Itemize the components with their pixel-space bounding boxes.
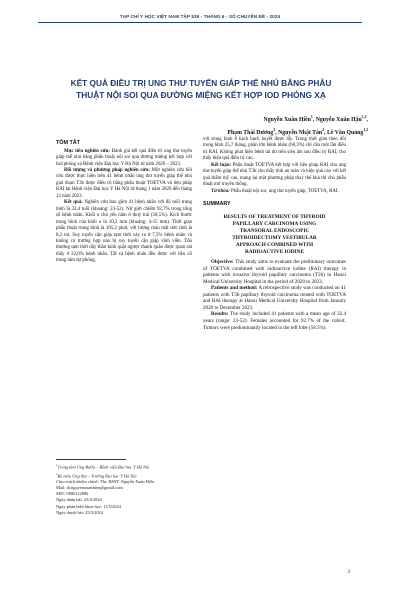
title-line: THUẬT NỘI SOI QUA ĐƯỜNG MIỆNG KẾT HỢP IOD PHÓNG XẠ (76, 89, 326, 100)
abstract-objective (56, 149, 192, 168)
abstract-results (56, 200, 192, 265)
footnote-text: Trung tâm Ung Bướu – Bệnh viện Đại học Y Hà Nội (57, 464, 150, 470)
paragraph-text: The study included 41 patients with a mean age of 32.4 years (range: 23-52). Females accounted for 92.7% of the cohort. Tumors were predominantly located in the left lobe (58.5%). (203, 311, 346, 331)
footnotes (56, 462, 192, 516)
email-line: Mail: dr.nguyenxuanhien@gmail.com (56, 485, 123, 491)
page-number: 3 (347, 569, 350, 575)
footnote-text: Bộ môn Ung thư – Trường Đại học Y Hà Nội (57, 473, 137, 479)
paragraph-text: Một nghiên cứu hồi cứu được thực hiện trên 41 bệnh nhân ung thư tuyến giáp thể nhú giai đoạn T3b được điều trị bằng phẫu thuật TOETVA và liệu pháp RAI tại Bệnh viện Đại học Y Hà Nội từ tháng 1 năm 2020 đến tháng 12 năm 2023. (56, 168, 192, 199)
author-affiliation: 1,2 (361, 115, 367, 119)
summary-methods (203, 285, 346, 311)
author-separator: , (275, 129, 279, 136)
paragraph-label: Đối tượng và phương pháp nghiên cứu: (64, 168, 150, 173)
author-affiliation: 1 (310, 115, 313, 119)
footnote-rule (56, 459, 126, 460)
paragraph-label: Từ khóa: (211, 188, 230, 194)
paragraph-label: Patients and method: (211, 285, 258, 292)
paragraph-text: Đánh giá kết quả điều trị ung thư tuyến giáp thể nhú bằng phẫu thuật nội soi qua đường miệng kết hợp với Iod phóng xạ Bệnh viện Đại học Y Hà Nội từ năm 2020 – 2023. (56, 148, 192, 167)
english-title-line: PAPILLARY CARCINOMA USING (232, 220, 317, 227)
author-name: Nguyễn Nhật Tân (278, 129, 323, 136)
article-title (40, 78, 362, 101)
paragraph-text: A retrospective study was conducted on 41 patients with T3b papillary thyroid carcinoma treated with TOETVA and RAI therapy at Hanoi Medical University Hospital from January 2020 to December 2023. (203, 285, 346, 311)
right-column (203, 137, 346, 331)
author-line (118, 125, 368, 138)
author-list (118, 112, 368, 138)
english-title-line: RESULTS OF TREATMENT OF THYROID (223, 213, 326, 220)
english-title-line: THYROIDECTOMY VESTIBULAR (232, 234, 317, 241)
author-name: Phạm Thái Dương (227, 129, 274, 136)
english-title (203, 214, 346, 257)
paragraph-text: Nghiên cứu bao gồm 41 bệnh nhân với độ tuổi trung bình là 32,4 tuổi (khoảng: 23-52). Nữ giới chiếm 92,7% trong tổng số bệnh nhân. Khối u chủ yếu nằm ở thuỳ trái (58,5%). Kích thước trung bình của khối u là 10,2 mm (khoảng: 4-15 mm). Thời gian phẫu thuật trung bình là 105,2 phút, với lượng máu mất ước tính là 8,2 ml. Suy tuyến cận giáp tạm thời xảy ra ở 7,5% bệnh nhân và không có trường hợp nào bị suy tuyến cận giáp vĩnh viễn. Tổn thương tạm thời dây thần kinh quặt ngược thanh quản được quan sát thấy ở 22,0% bệnh nhân. Tất cả bệnh nhân đều được với liều cố trung tâm dự phòng, (56, 200, 192, 264)
footnote-marker: 1 (56, 463, 58, 467)
author-separator: , (312, 116, 316, 123)
abstract-heading: TÓM TẮT (56, 140, 80, 146)
summary-results (203, 311, 346, 331)
english-title-line: APPROACH COMBINED WITH (235, 241, 314, 248)
author-separator: , (366, 116, 368, 123)
review-date: Ngày phản biện khoa học: 11/5/2024 (56, 503, 121, 509)
abstract-conclusion (203, 163, 346, 189)
paragraph-label: Kết quả: (64, 200, 83, 206)
english-title-line: RADIOACTIVE IODINE (244, 249, 304, 255)
paragraph-label: Mục tiêu nghiên cứu: (64, 148, 110, 154)
author-name: Nguyễn Xuân Hiền (263, 116, 311, 123)
received-date: Ngày nhận bài: 25/4/2024 (56, 497, 102, 503)
abstract-keywords (203, 189, 346, 195)
header-rule (38, 22, 362, 23)
paragraph-label: Objective: (211, 259, 234, 266)
corresponding-author: Chịu trách nhiệm chính: Ths. BSNT. Nguyễn Xuân Hiền (56, 479, 155, 485)
english-title-line: TRANSORAL ENDOSCOPIC (239, 227, 310, 234)
paragraph-text: This study aims to evaluate the preliminary outcomes of TOETVA combined with radioactive iodine (RAI) therapy in patients with invasive thyroid papillary carcinoma (T3b) in Hanoi Medical University Hospital in the period of 2020 to 2023. (203, 259, 346, 285)
author-name: Lê Văn Quảng (326, 129, 364, 136)
journal-header: TẠP CHÍ Y HỌC VIỆT NAM TẬP 539 - THÁNG 6 - SỐ CHUYÊN ĐỀ - 2024 (119, 14, 281, 19)
footnote-affiliation (56, 471, 192, 480)
paragraph-text: Phẫu thuật nội soi, ung thư tuyến giáp, TOETVA, RAI. (229, 188, 339, 194)
results-continuation: với trung bình 8 hạch bạch huyết được lấy. Trong thời gian theo dõi trung bình 25,7 tháng, phần lớn bệnh nhân (68,3%) chỉ cần một lần điều trị RAI. Không phát hiện bệnh tái dư trên siêu âm sau điều trị RAI, cho thấy hiệu quả điều trị cao. (203, 137, 346, 162)
title-line: KẾT QUẢ ĐIỀU TRỊ UNG THƯ TUYẾN GIÁP THỂ NHÚ BẰNG PHẪU (70, 78, 332, 88)
accepted-date: Ngày duyệt bài: 25/5/2024 (56, 509, 103, 515)
author-line (118, 112, 368, 125)
left-column (56, 140, 192, 265)
paragraph-text: Phẫu thuật TOETVA kết hợp với liệu pháp RAI cho ung thư tuyến giáp thể nhú T3b cho thấy tính an toàn và hiệu quả cao với kết quả thẩm mỹ cao, mang lại một phương pháp thay thế khả thi cho phẫu thuật mở truyền thống. (203, 162, 346, 188)
author-separator: , (324, 129, 327, 136)
abstract-methods (56, 168, 192, 200)
footnote-marker: 2 (56, 471, 58, 476)
phone-line: SĐT: 0886122886 (56, 491, 89, 497)
author-affiliation: 1,2 (363, 127, 368, 132)
author-affiliation: 2 (273, 127, 276, 132)
summary-objective (203, 259, 346, 285)
paragraph-label: Results: (211, 311, 229, 318)
footnote-affiliation (56, 462, 192, 471)
author-name: Nguyễn Xuân Hậu (315, 116, 362, 123)
author-affiliation: 2 (322, 127, 325, 132)
paragraph-label: Kết luận: (211, 162, 232, 168)
summary-heading: SUMMARY (203, 201, 231, 208)
